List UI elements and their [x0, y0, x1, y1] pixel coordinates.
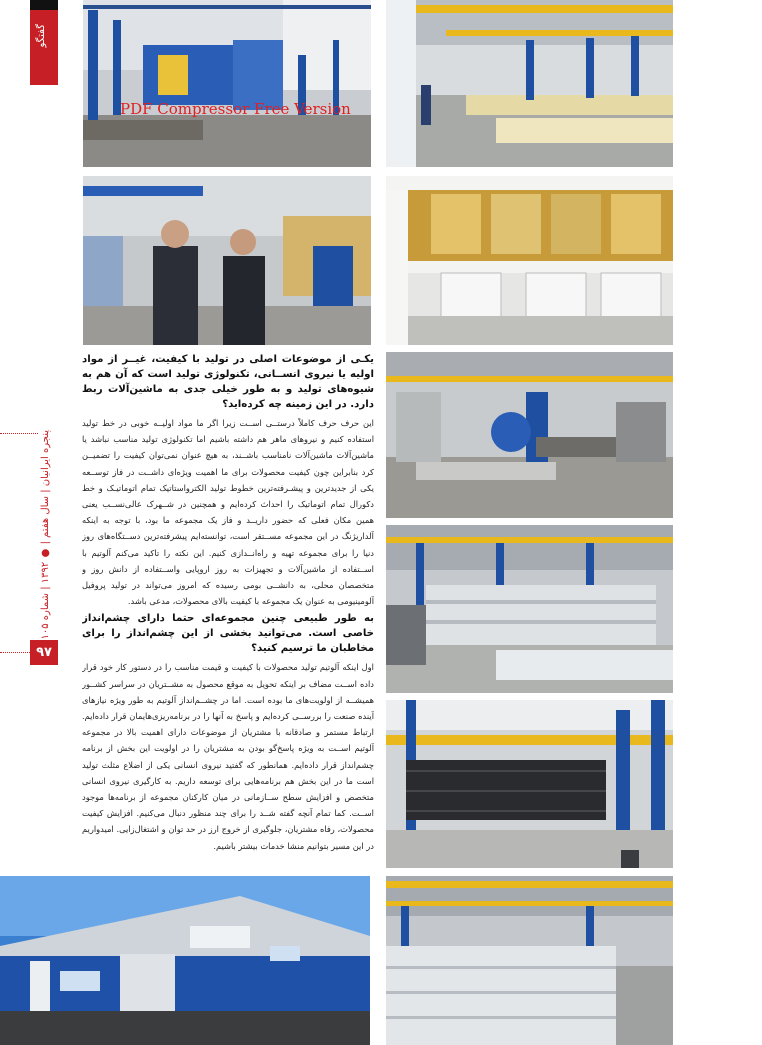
answer-1: این حرف حرف کاملاً درستــی اســت زیرا اگر ما مواد اولیــه خوبی در خط تولید استفاده کنیم و نیروهای ماهر هم داشته باشیم اما تکنولوژی تولید مناسب نباشد یا ماشین‌آلات ماشین‌آلات نامناسب باشــند، به هیچ عنوان نمی‌توان کیفیت را تضمیــن کرد بنابراین چون کیفیت محصولات برای ما اهمیت ویژه‌ای داشــت در فاز توســعه یکی از جدیدترین و پیشـرفته‌ترین خطوط تولید الکترواستاتیک تمام اتوماتیـک و خط دکورال تمام اتوماتیک را احداث کرده‌ایم و همچنین در شــهرک عالی‌نســب یعنی همین مکان فعلی که حضور داریــد و فاز یک مجموعه ما بود، با توجه به اینکه آلداریژنگ در این مجموعه مســتقر است، توانسته‌ایم پیشرفته‌ترین دســتگاه‌های روز دنیا را برای مجموعه تهیه و راه‌انــدازی کنیم. این نکته را تاکید می‌کنم آلوتیم با اســتفاده از ماشین‌آلات و تجهیزات به روز اروپایی واســتفاده از دانش روز و متخصصان محلی، به دانشــی بومی رسیده که امروز می‌تواند در تولید پروفیل آلومینیومی به عنوان یک مجموعه با کیفیت بالای محصولات، مدعی باشد. — [82, 418, 374, 607]
photo-machinery-hall — [83, 0, 371, 167]
section-label: گفتگو — [36, 24, 47, 48]
interview-article — [82, 352, 374, 872]
page-number: ۹۷ — [30, 640, 58, 665]
photo-building-exterior — [0, 876, 370, 1045]
photo-profile-stacks — [386, 876, 673, 1045]
question-2: به طور طبیعی چنین مجموعه‌ای حتما دارای چشم‌انداز خاصی است. می‌توانید بخشی از این چشم‌انداز را برای مخاطبان ما ترسیم کنید؟ — [82, 613, 374, 655]
margin-dotted-line — [0, 433, 38, 434]
photo-two-men — [83, 176, 371, 345]
photo-hanging-profiles — [386, 700, 673, 868]
answer-2: اول اینکه آلوتیم تولید محصولات با کیفیت و قیمت مناسب را در دستور کار خود قرار داده اســت مضاف بر اینکه تحویل به موقع محصول به مشــتریان در سراسر کشــور همیشــه از اولویت‌های ما بوده است. اما در چشــم‌انداز آلوتیم به طور ویژه نیازهای آینده صنعت را بررســی کرده‌ایم و پاسخ به آنها را در برنامه‌ریزی‌هایمان قرار داده‌ایم. ارتباط مستمر و صادقانه با مشتریان از موضوعات دارای اهمیت بالا در مجموعه آلوتیم اســت به ویژه پاسخ‌گو بودن به مشتریان را در اولویت این بخش از برنامه چشم‌انداز قرار داده‌ایم. همانطور که گفتید نیروی انسانی یکی از اضلاع مثلث تولید است ما در این بخش هم برنامه‌هایی برای توسعه داریم. به کارگیری نیروی انسانی متخصص و افزایش سطح ســازمانی در میان کارکنان مجموعه از برنامه‌ها موجود اســت. کما تمام آنچه گفته شــد را برای چند منظور دنبال می‌کنیم. افزایش کیفیت محصولات، رفاه مشتریان، جلوگیری از خروج ارز در حد توان و اشتغال‌زایی. امیدواریم در این مسیر بتوانیم منشا خدمات بیشتر باشیم. — [82, 662, 374, 851]
photo-lab-room — [386, 176, 673, 345]
photo-profile-racks — [386, 525, 673, 693]
section-tab — [30, 10, 58, 85]
issue-info: پنجره ایرانیان | سال هفتم | ● ۱۳۹۲ | شماره ۱۰۵ — [40, 430, 51, 640]
question-1: یکـی از موضوعات اصلی در تولید با کیفیت، غیــر از مواد اولیه یا نیروی انســانی، تکنولوژی تولید است که آن هم به شیوه‌های تولید و به طور خیلی جدی به ماشین‌آلات ربط دارد. در این زمینه چه کرده‌اید؟ — [82, 354, 374, 410]
watermark-text: PDF Compressor Free Version — [120, 100, 351, 118]
margin-dotted-line-2 — [0, 652, 30, 653]
photo-blue-machine — [386, 352, 673, 518]
top-black-tab — [30, 0, 58, 10]
photo-yellow-crane-hall — [386, 0, 673, 167]
